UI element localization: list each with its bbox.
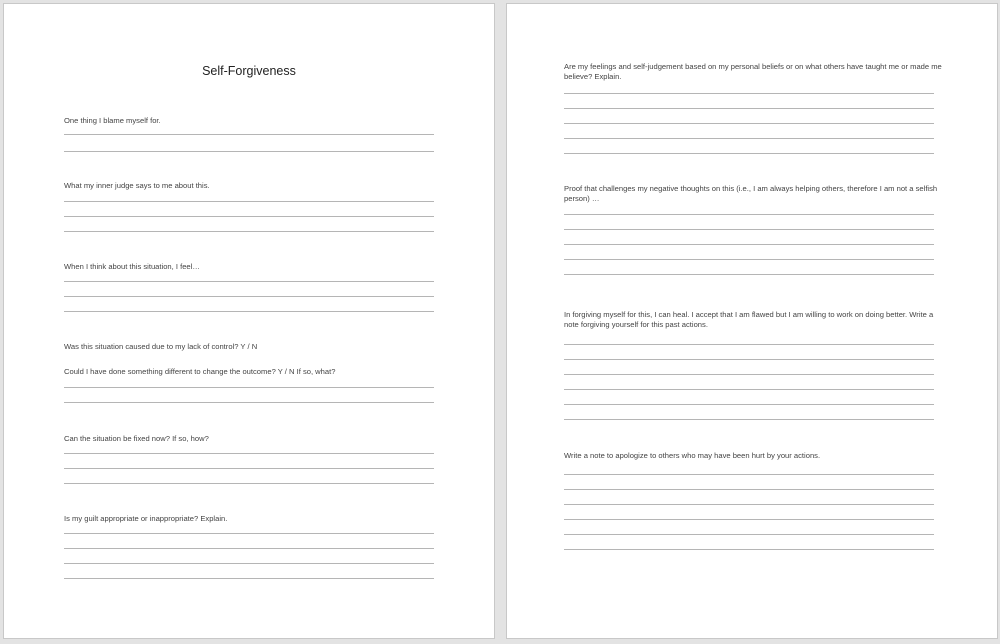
question-done-different: Could I have done something different to change the outcome? Y / N If so, what? [64, 367, 336, 376]
answer-line[interactable] [64, 216, 434, 217]
question-proof: Proof that challenges my negative thoughts on this (i.e., I am always helping others, therefore I am not a selfish person) … [564, 184, 938, 203]
answer-line[interactable] [564, 419, 934, 420]
answer-line[interactable] [64, 402, 434, 403]
answer-line[interactable] [564, 374, 934, 375]
question-guilt: Is my guilt appropriate or inappropriate? Explain. [64, 514, 228, 523]
answer-line[interactable] [64, 548, 434, 549]
answer-line[interactable] [564, 153, 934, 154]
answer-line[interactable] [64, 578, 434, 579]
answer-line[interactable] [564, 123, 934, 124]
answer-line[interactable] [64, 387, 434, 388]
answer-line[interactable] [564, 474, 934, 475]
answer-line[interactable] [564, 229, 934, 230]
answer-line[interactable] [564, 549, 934, 550]
worksheet-page-right [506, 3, 998, 639]
answer-line[interactable] [564, 504, 934, 505]
answer-line[interactable] [564, 244, 934, 245]
question-beliefs: Are my feelings and self-judgement based on my personal beliefs or on what others have taught me or made me believe? Explain. [564, 62, 942, 81]
worksheet-page-left [3, 3, 495, 639]
question-fixed-now: Can the situation be fixed now? If so, how? [64, 434, 209, 443]
question-forgiving-note: In forgiving myself for this, I can heal. I accept that I am flawed but I am willing to work on doing better. Write a note forgiving yourself for this past actions. [564, 310, 934, 329]
answer-line[interactable] [64, 468, 434, 469]
answer-line[interactable] [564, 404, 934, 405]
answer-line[interactable] [564, 93, 934, 94]
answer-line[interactable] [64, 231, 434, 232]
answer-line[interactable] [64, 563, 434, 564]
answer-line[interactable] [564, 489, 934, 490]
answer-line[interactable] [64, 281, 434, 282]
answer-line[interactable] [564, 214, 934, 215]
answer-line[interactable] [64, 453, 434, 454]
answer-line[interactable] [64, 201, 434, 202]
answer-line[interactable] [64, 151, 434, 152]
question-apology-note: Write a note to apologize to others who may have been hurt by your actions. [564, 451, 821, 460]
answer-line[interactable] [564, 259, 934, 260]
answer-line[interactable] [64, 311, 434, 312]
answer-line[interactable] [564, 519, 934, 520]
answer-line[interactable] [564, 274, 934, 275]
answer-line[interactable] [564, 534, 934, 535]
answer-line[interactable] [564, 138, 934, 139]
answer-line[interactable] [564, 389, 934, 390]
question-feel: When I think about this situation, I feel… [64, 262, 200, 271]
question-inner-judge: What my inner judge says to me about this. [64, 181, 210, 190]
answer-line[interactable] [564, 344, 934, 345]
question-blame: One thing I blame myself for. [64, 116, 161, 125]
answer-line[interactable] [64, 483, 434, 484]
answer-line[interactable] [564, 359, 934, 360]
page-title: Self-Forgiveness [202, 64, 296, 78]
question-lack-of-control: Was this situation caused due to my lack of control? Y / N [64, 342, 258, 351]
answer-line[interactable] [64, 533, 434, 534]
answer-line[interactable] [564, 108, 934, 109]
answer-line[interactable] [64, 134, 434, 135]
answer-line[interactable] [64, 296, 434, 297]
